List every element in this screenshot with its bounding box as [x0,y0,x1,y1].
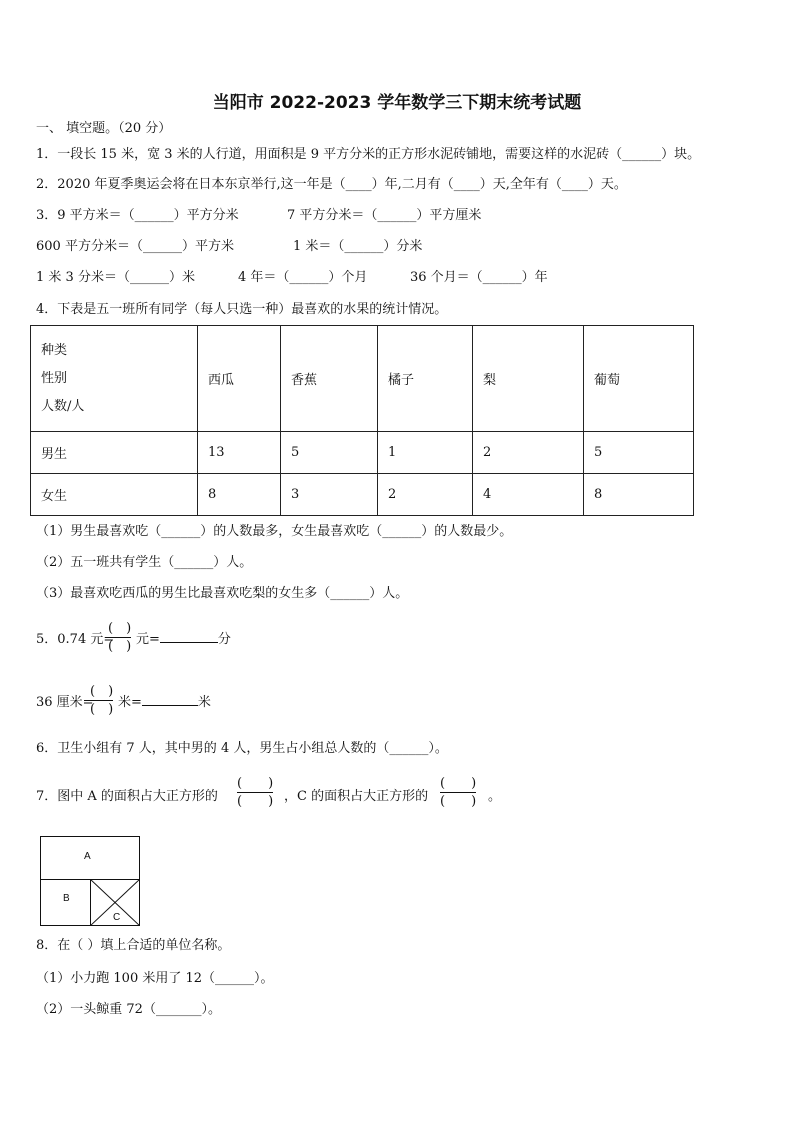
question-7-fraction-a [237,776,273,809]
table-row [31,474,694,516]
header-kind: 种类 [41,342,68,358]
question-3d: 1 米＝（______）分米 [293,239,423,254]
question-3c: 600 平方分米＝（______）平方米 [36,239,234,254]
fraction-numerator: ( ) [108,621,132,636]
question-8-sub2: （2）一头鲸重 72（_______）。 [36,1002,221,1017]
table-cell: 4 [473,474,584,516]
fraction-numerator: ( ) [237,776,274,791]
question-5b-mid [118,695,211,711]
fraction-bar [90,700,113,701]
table-cell: 8 [584,474,694,516]
table-header-row [31,326,694,432]
table-header-cell: 橘子 [378,326,473,432]
question-3b: 7 平方分米＝（______）平方厘米 [287,208,482,223]
table-header-cell: 西瓜 [198,326,281,432]
question-2: 2．2020 年夏季奥运会将在日本东京举行,这一年是（____）年,二月有（____）天,全年有（____）天。 [36,177,627,192]
table-corner-header [31,326,198,432]
question-7-mid: ，C 的面积占大正方形的 [284,789,429,804]
question-4-sub2: （2）五一班共有学生（______）人。 [36,555,253,570]
question-3e: 1 米 3 分米＝（______）米 [36,270,195,285]
fraction-numerator: ( ) [90,684,114,699]
table-cell: 2 [473,432,584,474]
question-7-suffix: 。 [488,789,502,804]
question-7-prefix: 7．图中 A 的面积占大正方形的 [36,789,218,804]
section-heading: 一、 填空题。（20 分） [36,121,172,136]
question-3f: 4 年＝（______）个月 [238,270,368,285]
table-cell: 1 [378,432,473,474]
question-3g: 36 个月＝（______）年 [410,270,548,285]
question-6: 6．卫生小组有 7 人，其中男的 4 人，男生占小组总人数的（______）。 [36,741,448,756]
question-5-prefix: 5．0.74 元= [36,632,115,647]
question-4-sub3: （3）最喜欢吃西瓜的男生比最喜欢吃梨的女生多（______）人。 [36,586,409,601]
table-row-label: 男生 [31,432,198,474]
table-cell: 8 [198,474,281,516]
table-cell: 2 [378,474,473,516]
table-cell: 5 [281,432,378,474]
page-title: 当阳市 2022-2023 学年数学三下期末统考试题 [212,93,582,113]
fraction-denominator: ( ) [90,702,114,717]
question-5-suffix: 分 [217,632,231,647]
header-gender: 性别 [41,370,68,386]
table-cell: 5 [584,432,694,474]
fraction-denominator: ( ) [237,794,274,809]
table-header-cell: 葡萄 [584,326,694,432]
table-row-label: 女生 [31,474,198,516]
fraction-bar [440,792,476,793]
question-1: 1．一段长 15 米，宽 3 米的人行道，用面积是 9 平方分米的正方形水泥砖铺地，需要这样的水泥砖（______）块。 [36,147,701,162]
region-a-label: A [84,851,91,862]
fraction-bar [108,637,131,638]
question-5b-mid-text: 米= [118,695,142,710]
question-8-intro: 8．在（ ）填上合适的单位名称。 [36,938,231,953]
answer-blank [142,705,198,706]
fraction-bar [237,792,273,793]
question-7-fraction-c [440,776,476,809]
fraction-denominator: ( ) [108,639,132,654]
question-3a: 3．9 平方米＝（______）平方分米 [36,208,239,223]
fraction-numerator: ( ) [440,776,477,791]
question-8-sub1: （1）小力跑 100 米用了 12（______）。 [36,971,274,986]
header-count: 人数/人 [41,398,85,414]
question-5b-suffix: 米 [197,695,211,710]
fraction-denominator: ( ) [440,794,477,809]
question-5-mid [136,632,231,648]
question-5-fraction [108,621,131,654]
question-5b-fraction [90,684,113,717]
table-cell: 3 [281,474,378,516]
region-c-label: C [113,912,121,923]
region-b-label: B [63,893,70,904]
table-header-cell: 梨 [473,326,584,432]
table-header-cell: 香蕉 [281,326,378,432]
answer-blank [160,642,218,643]
table-cell: 13 [198,432,281,474]
question-5b-prefix: 36 厘米= [36,695,94,710]
question-5-mid-text: 元= [136,632,160,647]
question-4-intro: 4．下表是五一班所有同学（每人只选一种）最喜欢的水果的统计情况。 [36,302,448,317]
question-4-sub1: （1）男生最喜欢吃（______）的人数最多，女生最喜欢吃（______）的人数最少。 [36,524,513,539]
table-row [31,432,694,474]
fruit-stats-table [30,325,694,516]
